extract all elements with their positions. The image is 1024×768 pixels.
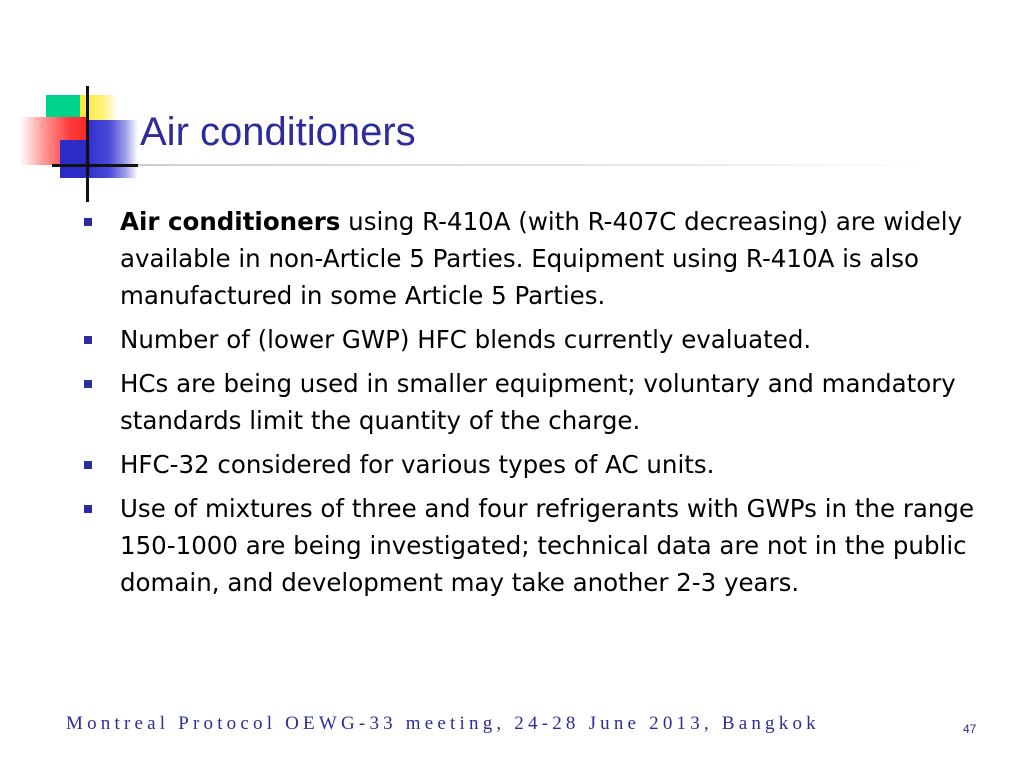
slide-title: Air conditioners (140, 110, 416, 154)
bullet-square-icon (84, 505, 92, 513)
bullet-bold-text: Air conditioners (120, 207, 341, 236)
bullet-text: HFC-32 considered for various types of AC units. (120, 450, 715, 479)
bullet-item (80, 203, 990, 314)
bullet-text (120, 207, 962, 310)
bullet-square-icon (84, 380, 92, 388)
bullet-text: Use of mixtures of three and four refrigerants with GWPs in the range 150-1000 are being investigated; technical data are not in the public domain, and development may take another 2-3 years. (120, 494, 975, 597)
footer-caption: Montreal Protocol OEWG-33 meeting, 24-28 June 2013, Bangkok (66, 713, 820, 734)
title-divider (138, 164, 938, 166)
bullet-square-icon (84, 336, 92, 344)
page-number: 47 (963, 722, 977, 736)
bullet-item (80, 321, 990, 358)
logo-vertical-line (86, 86, 89, 202)
bullet-square-icon (84, 218, 92, 226)
bullet-square-icon (84, 461, 92, 469)
bullet-body-text: using R-410A (with R-407C decreasing) are widely available in non-Article 5 Parties. Equipment using R-410A is also manufactured in some Article 5 Parties. (120, 207, 963, 310)
logo-blue-block (86, 120, 138, 178)
bullet-text: Number of (lower GWP) HFC blends currently evaluated. (120, 325, 812, 354)
bullet-item (80, 365, 990, 439)
bullet-item (80, 490, 990, 601)
bullet-list (80, 203, 990, 608)
bullet-text: HCs are being used in smaller equipment; voluntary and mandatory standards limit the quantity of the charge. (120, 369, 956, 435)
logo-horizontal-line (52, 164, 138, 167)
bullet-item (80, 446, 990, 483)
